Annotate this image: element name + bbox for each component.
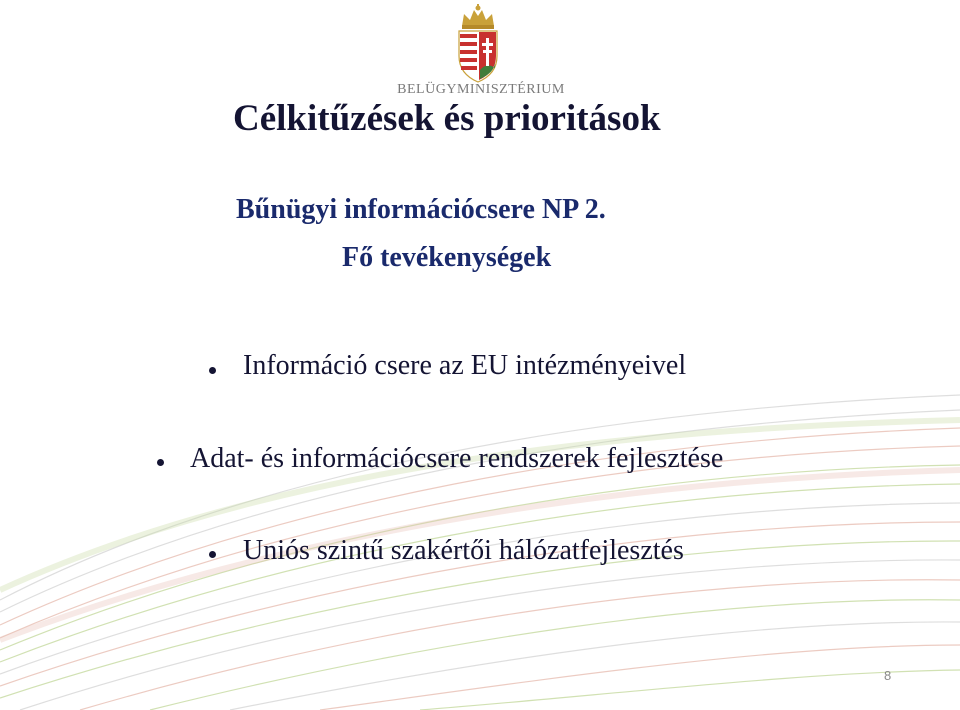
slide-subtitle-line2: Fő tevékenységek <box>342 242 552 273</box>
bullet-dot-icon <box>157 459 164 466</box>
bullet-item: Adat- és információcsere rendszerek fejlesztése <box>190 443 724 474</box>
slide-subtitle-line1: Bűnügyi információcsere NP 2. <box>236 194 606 225</box>
bullet-item: Uniós szintű szakértői hálózatfejlesztés <box>243 535 684 566</box>
ministry-logo <box>396 4 566 100</box>
ministry-name: BELÜGYMINISZTÉRIUM <box>397 82 565 97</box>
page-number: 8 <box>884 668 892 683</box>
slide-title: Célkitűzések és prioritások <box>233 98 661 139</box>
bullet-dot-icon <box>209 551 216 558</box>
coat-of-arms-icon <box>454 4 502 84</box>
bullet-item: Információ csere az EU intézményeivel <box>243 350 687 381</box>
bullet-dot-icon <box>209 367 216 374</box>
